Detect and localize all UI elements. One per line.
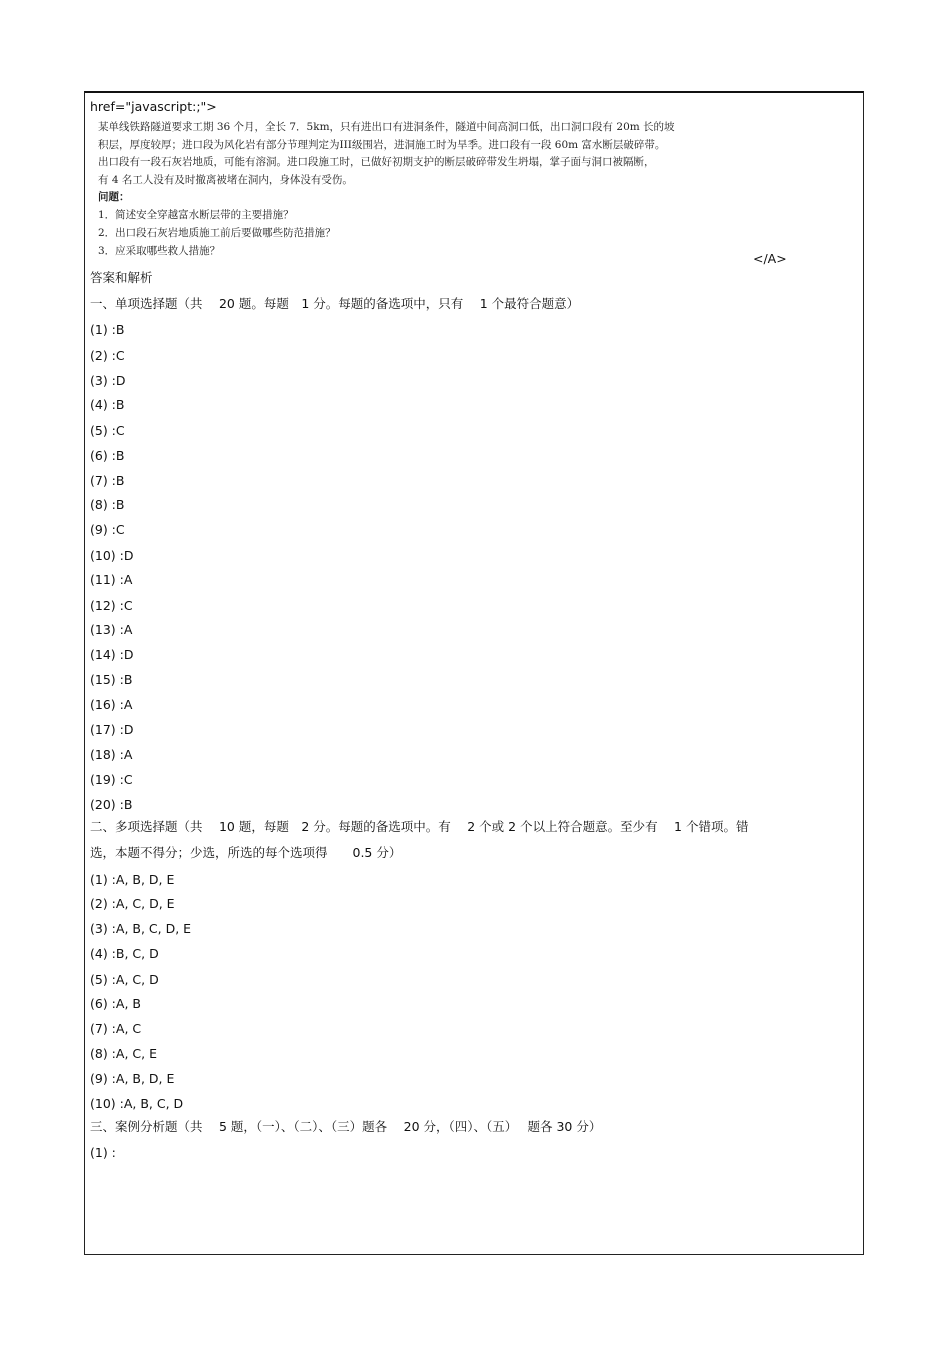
- s1-answer-15: (15) :B: [90, 672, 133, 687]
- s1-answer-13: (13) :A: [90, 622, 133, 637]
- question-2: 2．出口段石灰岩地质施工前后要做哪些防范措施？: [98, 227, 336, 239]
- section3-title: 三、案例分析题（共 5 题，（一）、（二）、（三）题各 20 分，（四）、（五） 题各 30 分）: [90, 1119, 602, 1134]
- s1-answer-2: (2) :C: [90, 348, 125, 363]
- s2-answer-3: (3) :A, B, C, D, E: [90, 921, 192, 936]
- s1-answer-16: (16) :A: [90, 697, 133, 712]
- case-text-line-2: 积层，厚度较厚；进口段为风化岩有部分节理判定为III级围岩，进洞施工时为旱季。进口段有一段 60m 富水断层破碎带。: [98, 139, 666, 151]
- s2-answer-1: (1) :A, B, D, E: [90, 872, 175, 887]
- s1-answer-20: (20) :B: [90, 797, 133, 812]
- document-frame: [84, 91, 864, 1255]
- s2-answer-5: (5) :A, C, D: [90, 972, 159, 987]
- s1-answer-17: (17) :D: [90, 722, 134, 737]
- s1-answer-14: (14) :D: [90, 647, 134, 662]
- header-code: href="javascript:;">: [90, 99, 217, 114]
- s2-answer-2: (2) :A, C, D, E: [90, 896, 175, 911]
- end-tag: </A>: [753, 251, 787, 266]
- s1-answer-10: (10) :D: [90, 548, 134, 563]
- s1-answer-3: (3) :D: [90, 373, 126, 388]
- section2-title-line-1: 二、多项选择题（共 10 题，每题 2 分。每题的备选项中。有 2 个或 2 个以上符合题意。至少有 1 个错项。错: [90, 819, 749, 834]
- s1-answer-6: (6) :B: [90, 448, 125, 463]
- case-text-line-4: 有 4 名工人没有及时撤离被堵在洞内，身体没有受伤。: [98, 174, 353, 186]
- case-text-line-3: 出口段有一段石灰岩地质，可能有溶洞。进口段施工时，已做好初期支护的断层破碎带发生坍塌，掌子面与洞口被隔断，: [98, 156, 655, 168]
- s1-answer-1: (1) :B: [90, 322, 125, 337]
- section1-title: 一、单项选择题（共 20 题。每题 1 分。每题的备选项中，只有 1 个最符合题意）: [90, 296, 580, 311]
- s1-answer-8: (8) :B: [90, 497, 125, 512]
- s1-answer-19: (19) :C: [90, 772, 133, 787]
- answer-heading: 答案和解析: [90, 270, 153, 285]
- section2-title-line-2: 选，本题不得分；少选，所选的每个选项得 0.5 分）: [90, 845, 402, 860]
- s1-answer-5: (5) :C: [90, 423, 125, 438]
- questions-label: 问题：: [98, 191, 130, 203]
- s1-answer-4: (4) :B: [90, 397, 125, 412]
- s2-answer-8: (8) :A, C, E: [90, 1046, 157, 1061]
- s2-answer-4: (4) :B, C, D: [90, 946, 159, 961]
- s2-answer-6: (6) :A, B: [90, 996, 141, 1011]
- s3-answer-1: (1) :: [90, 1145, 116, 1160]
- question-3: 3．应采取哪些救人措施？: [98, 245, 221, 257]
- s2-answer-9: (9) :A, B, D, E: [90, 1071, 175, 1086]
- s1-answer-18: (18) :A: [90, 747, 133, 762]
- s2-answer-7: (7) :A, C: [90, 1021, 142, 1036]
- s1-answer-11: (11) :A: [90, 572, 133, 587]
- s1-answer-9: (9) :C: [90, 522, 125, 537]
- case-text-line-1: 某单线铁路隧道要求工期 36 个月，全长 7．5km，只有进出口有进洞条件，隧道中间高洞口低，出口洞口段有 20m 长的坡: [98, 121, 675, 133]
- s2-answer-10: (10) :A, B, C, D: [90, 1096, 184, 1111]
- s1-answer-12: (12) :C: [90, 598, 133, 613]
- s1-answer-7: (7) :B: [90, 473, 125, 488]
- question-1: 1．简述安全穿越富水断层带的主要措施？: [98, 209, 294, 221]
